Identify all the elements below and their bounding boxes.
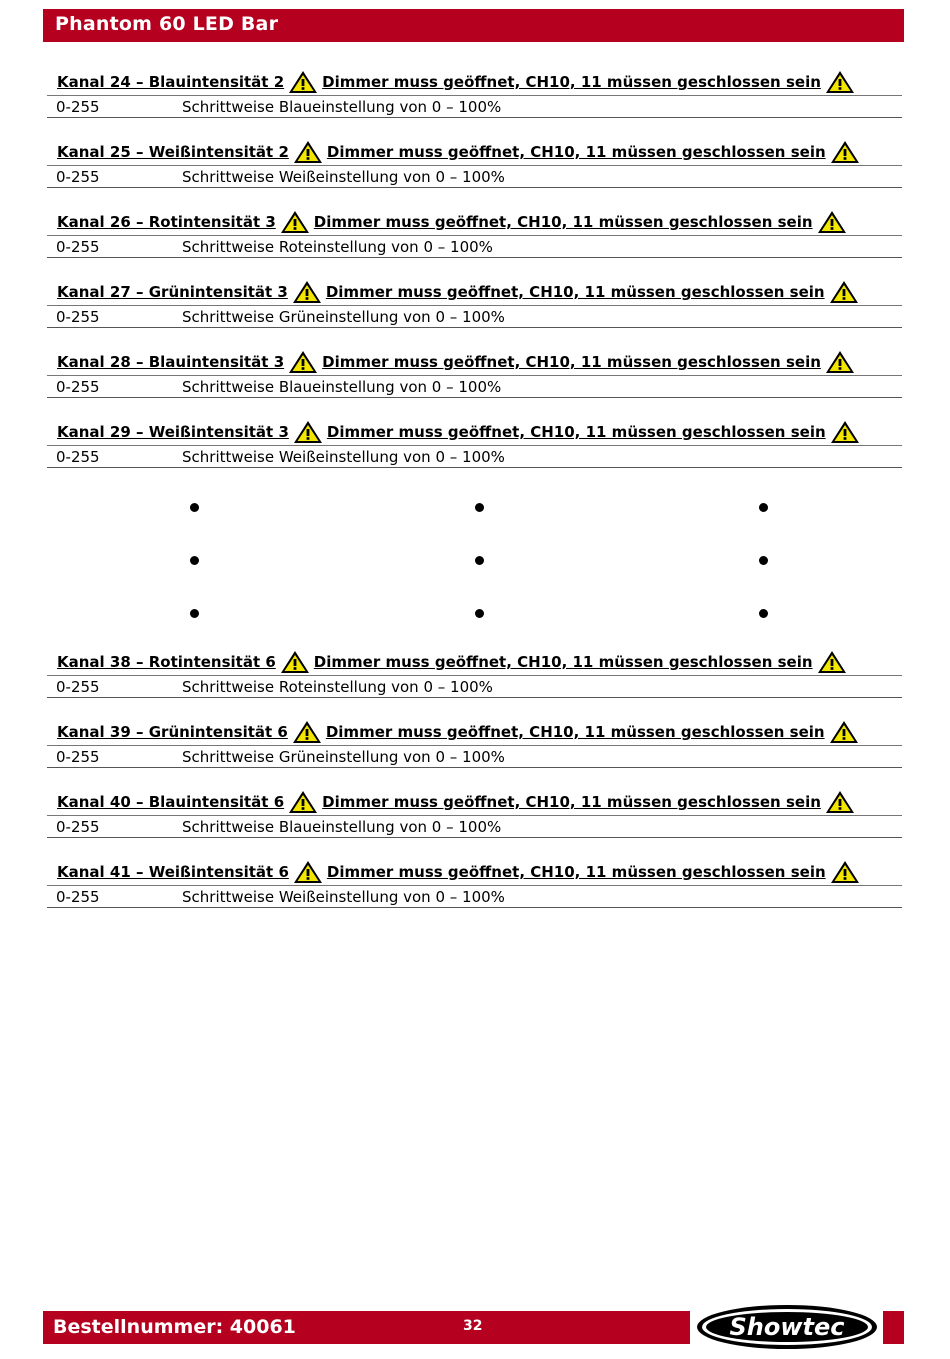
channel-block [47, 70, 902, 120]
row-divider [47, 117, 902, 118]
channel-title: Kanal 28 – Blauintensität 3 [57, 353, 285, 371]
channel-title: Kanal 39 – Grünintensität 6 [57, 723, 288, 741]
range-description: Schrittweise Grüneinstellung von 0 – 100% [182, 748, 505, 766]
channel-heading [57, 280, 902, 304]
bullet-dot-icon [475, 609, 484, 618]
channel-title: Kanal 26 – Rotintensität 3 [57, 213, 276, 231]
channel-block [47, 420, 902, 470]
dmx-range: 0-255 [56, 98, 100, 116]
page-title: Phantom 60 LED Bar [55, 13, 279, 35]
warning-triangle-icon [288, 70, 318, 94]
warning-triangle-icon [293, 140, 323, 164]
warning-text: Dimmer muss geöffnet, CH10, 11 müssen geschlossen sein [326, 423, 826, 441]
warning-text: Dimmer muss geöffnet, CH10, 11 müssen geschlossen sein [326, 863, 826, 881]
dmx-range: 0-255 [56, 678, 100, 696]
header-bar [43, 9, 904, 42]
dmx-range: 0-255 [56, 238, 100, 256]
warning-triangle-icon [830, 860, 860, 884]
row-divider [47, 257, 902, 258]
warning-text: Dimmer muss geöffnet, CH10, 11 müssen geschlossen sein [325, 283, 825, 301]
warning-text: Dimmer muss geöffnet, CH10, 11 müssen geschlossen sein [322, 353, 821, 371]
channel-heading [57, 210, 902, 234]
channel-title: Kanal 41 – Weißintensität 6 [57, 863, 289, 881]
channel-title: Kanal 27 – Grünintensität 3 [57, 283, 288, 301]
value-row [47, 166, 902, 188]
row-divider [47, 397, 902, 398]
page-number: 32 [463, 1318, 483, 1334]
warning-text: Dimmer muss geöffnet, CH10, 11 müssen geschlossen sein [322, 793, 821, 811]
range-description: Schrittweise Weißeinstellung von 0 – 100% [182, 448, 505, 466]
bullet-dot-icon [475, 556, 484, 565]
value-row [47, 376, 902, 398]
channel-block [47, 350, 902, 400]
row-divider [47, 327, 902, 328]
dmx-range: 0-255 [56, 168, 100, 186]
range-description: Schrittweise Blaueinstellung von 0 – 100% [182, 98, 502, 116]
warning-triangle-icon [288, 790, 318, 814]
bullet-dot-icon [190, 556, 199, 565]
channel-heading [57, 70, 902, 94]
bullet-dot-icon [759, 556, 768, 565]
dmx-range: 0-255 [56, 888, 100, 906]
warning-triangle-icon [817, 210, 847, 234]
channel-block [47, 860, 902, 910]
logo-text: Showtec [729, 1313, 845, 1341]
bullet-dot-icon [759, 609, 768, 618]
bullet-dot-icon [759, 503, 768, 512]
channel-heading [57, 860, 902, 884]
value-row [47, 306, 902, 328]
value-row [47, 96, 902, 118]
warning-triangle-icon [288, 350, 318, 374]
dmx-range: 0-255 [56, 308, 100, 326]
warning-text: Dimmer muss geöffnet, CH10, 11 müssen geschlossen sein [313, 213, 813, 231]
warning-triangle-icon [817, 650, 847, 674]
range-description: Schrittweise Grüneinstellung von 0 – 100% [182, 308, 505, 326]
warning-triangle-icon [292, 280, 322, 304]
channel-heading [57, 140, 902, 164]
warning-triangle-icon [829, 720, 859, 744]
showtec-logo [695, 1303, 879, 1351]
channel-title: Kanal 40 – Blauintensität 6 [57, 793, 285, 811]
range-description: Schrittweise Blaueinstellung von 0 – 100% [182, 378, 502, 396]
row-divider [47, 837, 902, 838]
value-row [47, 816, 902, 838]
channel-block [47, 790, 902, 840]
channel-heading [57, 420, 902, 444]
row-divider [47, 467, 902, 468]
warning-triangle-icon [825, 790, 855, 814]
dmx-range: 0-255 [56, 748, 100, 766]
channel-heading [57, 650, 902, 674]
range-description: Schrittweise Roteinstellung von 0 – 100% [182, 678, 493, 696]
channel-heading [57, 790, 902, 814]
warning-triangle-icon [280, 210, 310, 234]
warning-triangle-icon [293, 860, 323, 884]
warning-text: Dimmer muss geöffnet, CH10, 11 müssen geschlossen sein [322, 73, 821, 91]
dmx-range: 0-255 [56, 378, 100, 396]
warning-triangle-icon [825, 350, 855, 374]
value-row [47, 676, 902, 698]
bullet-dot-icon [190, 609, 199, 618]
bullet-dot-icon [190, 503, 199, 512]
warning-triangle-icon [292, 720, 322, 744]
bullet-dot-icon [475, 503, 484, 512]
value-row [47, 236, 902, 258]
dmx-range: 0-255 [56, 818, 100, 836]
order-number: Bestellnummer: 40061 [53, 1316, 296, 1338]
warning-triangle-icon [825, 70, 855, 94]
range-description: Schrittweise Weißeinstellung von 0 – 100% [182, 168, 505, 186]
channel-block [47, 210, 902, 260]
range-description: Schrittweise Weißeinstellung von 0 – 100% [182, 888, 505, 906]
row-divider [47, 187, 902, 188]
value-row [47, 746, 902, 768]
row-divider [47, 907, 902, 908]
channel-block [47, 650, 902, 700]
warning-triangle-icon [293, 420, 323, 444]
channel-title: Kanal 24 – Blauintensität 2 [57, 73, 285, 91]
value-row [47, 886, 902, 908]
channel-block [47, 140, 902, 190]
footer-bar [43, 1311, 690, 1344]
channel-title: Kanal 25 – Weißintensität 2 [57, 143, 289, 161]
channel-title: Kanal 38 – Rotintensität 6 [57, 653, 276, 671]
warning-text: Dimmer muss geöffnet, CH10, 11 müssen geschlossen sein [313, 653, 813, 671]
dmx-range: 0-255 [56, 448, 100, 466]
range-description: Schrittweise Roteinstellung von 0 – 100% [182, 238, 493, 256]
channel-block [47, 720, 902, 770]
footer-accent-bar [883, 1311, 904, 1344]
channel-heading [57, 720, 902, 744]
range-description: Schrittweise Blaueinstellung von 0 – 100% [182, 818, 502, 836]
warning-triangle-icon [829, 280, 859, 304]
warning-triangle-icon [830, 420, 860, 444]
warning-text: Dimmer muss geöffnet, CH10, 11 müssen geschlossen sein [326, 143, 826, 161]
channel-title: Kanal 29 – Weißintensität 3 [57, 423, 289, 441]
row-divider [47, 697, 902, 698]
channel-block [47, 280, 902, 330]
row-divider [47, 767, 902, 768]
value-row [47, 446, 902, 468]
warning-triangle-icon [830, 140, 860, 164]
warning-text: Dimmer muss geöffnet, CH10, 11 müssen geschlossen sein [325, 723, 825, 741]
warning-triangle-icon [280, 650, 310, 674]
channel-heading [57, 350, 902, 374]
